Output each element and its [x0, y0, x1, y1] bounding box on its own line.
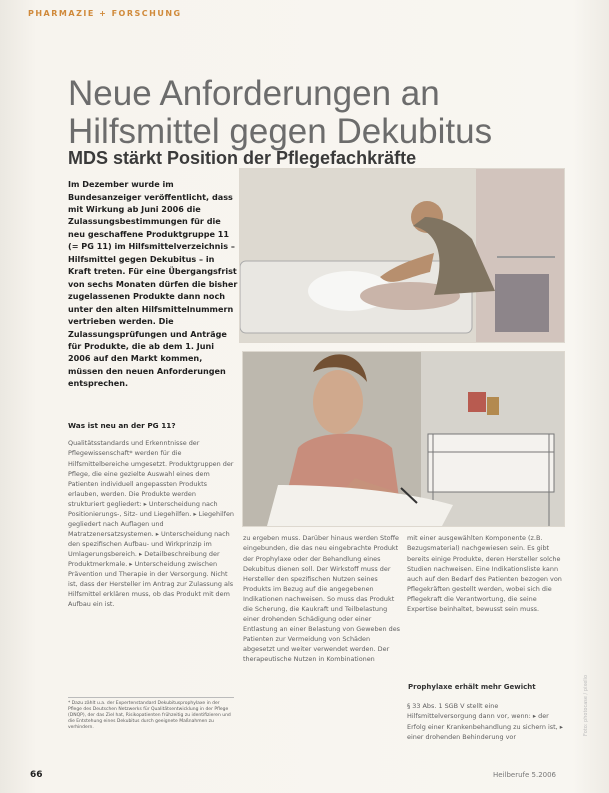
body-column-1: Qualitätsstandards und Erkenntnisse der Pflegewissenschaft* werden für die Hilfsmittelbereiche umgesetzt. Produktgruppen der Pflege, die eine gezielte Auswahl eines dem Patienten individuell angepassten Produkts erlauben, werden. Die Produkte werden strukturiert gegliedert: ▸ Unterscheidung nach Positionierungs-, Sitz- und Liegehilfen. ▸ Liegehilfen gegliedert nach Auflagen und Matratzenersatzsystemen. ▸ Unterscheidung nach den spezifischen Aufbau- und Wirkprinzip im Umlagerungsbereich. ▸ Detailbeschreibung der Produktmerkmale. ▸ Unterscheidung zwischen Prävention und Therapie in der Versorgung. Nicht ist, dass der Hersteller im Antrag zur Zulassung als Hilfsmittel erklären muss, ob das Produkt mit dem Aufbau ein ist. — [68, 439, 234, 609]
body-column-3-bottom: § 33 Abs. 1 SGB V stellt eine Hilfsmittelversorgung dann vor, wenn: ▸ der Erfolg einer Krankenbehandlung zu sichern ist, ▸ einer drohenden Behinderung vor — [407, 702, 563, 741]
section-heading: Was ist neu an der PG 11? — [68, 421, 176, 430]
section-header: PHARMAZIE + FORSCHUNG — [28, 9, 182, 18]
photo-credit: Foto: photocase / pixelio — [583, 674, 589, 736]
footnote: * Dazu zählt u.a. der Expertenstandard Dekubitusprophylaxe in der Pflege des Deutschen Netzwerks für Qualitätsentwicklung in der Pflege (DNQP), der das Ziel hat, Risikopatienten frühzeitig zu identifizieren und die Entstehung eines Dekubitus durch geeignete Maßnahmen zu verhindern. — [68, 697, 234, 731]
journal-footer: Heilberufe 5.2006 — [493, 771, 557, 779]
body-column-3: mit einer ausgewählten Komponente (z.B. Bezugsmaterial) nachgewiesen sein. Es gibt bereits einige Produkte, deren Hersteller solche Studien nachweisen. Eine Indikationsliste kann auch auf den Bedarf des Patienten bezogen von Pflegekräften gestellt werden, wobei sich die Pflegekraft die Verantwortung, die seine Expertise beinhaltet, bewusst sein muss. — [407, 534, 562, 613]
article-title: Neue Anforderungen an Hilfsmittel gegen Dekubitus — [68, 74, 493, 152]
intro-text: Im Dezember wurde im Bundesanzeiger veröffentlicht, dass mit Wirkung ab Juni 2006 die Zulassungsbestimmungen für die neu geschaffene Produktgruppe 11 (= PG 11) im Hilfsmittelverzeichnis – Hilfsmittel gegen Dekubitus – in Kraft treten. Für eine Übergangsfrist von sechs Monaten dürfen die bisher zugelassenen Produkte dann noch unter den alten Hilfsmittelnummern vertrieben werden. Die Zulassungsprüfungen und Anträge für Produkte, die ab dem 1. Juni 2006 auf den Markt kommen, müssen den neuen Anforderungen entsprechen. — [68, 179, 238, 389]
prophylaxe-heading: Prophylaxe erhält mehr Gewicht — [408, 683, 536, 691]
photo-nurse-bed-illustration — [240, 169, 564, 342]
photo-nurse-writing-illustration — [243, 352, 564, 526]
photo-nurse-bed — [239, 168, 565, 343]
photo-nurse-writing — [242, 351, 565, 527]
article-subtitle: MDS stärkt Position der Pflegefachkräfte — [68, 147, 417, 168]
page-number: 66 — [30, 770, 43, 780]
body-column-2: zu ergeben muss. Darüber hinaus werden Stoffe eingebunden, die das neu eingebrachte Produkt der Prophylaxe oder der Behandlung eines Dekubitus dienen soll. Der Wirkstoff muss der Hersteller den spezifischen Nutzen seines Produkts im Bezug auf die angegebenen Indikationen nachweisen. So muss das Produkt die Scherung, die Kaukraft und Teilbelastung einer drohenden Schädigung oder einer Entlastung an einer Belastung von Geweben des Patienten zur Vermeidung von Schäden abgesetzt und weiter verwendet werden. Der therapeutische Nutzen in Kombinationen — [243, 534, 401, 663]
